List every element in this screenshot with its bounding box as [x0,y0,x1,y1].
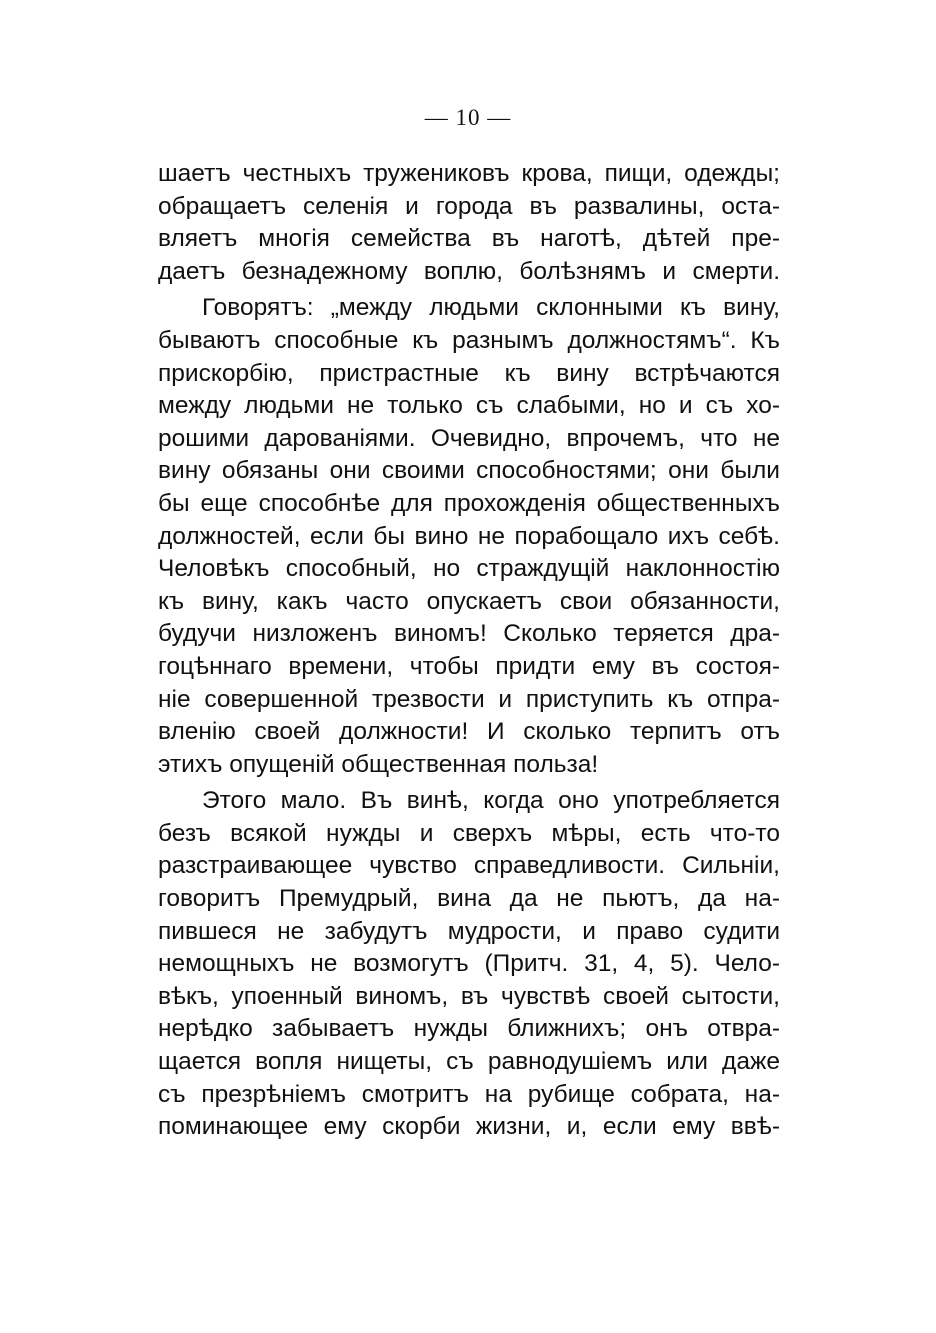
text-line: Этого мало. Въ винѣ, когда оно употребляется [202,787,780,815]
text-line: вляетъ многія семейства въ наготѣ, дѣтей пре- [158,225,780,253]
text-line: даетъ безнадежному воплю, болѣзнямъ и смерти. [158,257,780,285]
text-line: Человѣкъ способный, но страждущій наклонностію [158,555,780,583]
text-line: ніе совершенной трезвости и приступить къ отпра- [158,685,780,713]
paragraph-1 [158,158,780,288]
text-line: гоцѣннаго времени, чтобы придти ему въ состоя- [158,652,780,680]
text-line: Говорятъ: „между людьми склонными къ вину, [202,294,780,322]
text-line: пившеся не забудутъ мудрости, и право судити [158,917,780,945]
text-line: говоритъ Премудрый, вина да не пьютъ, да на- [158,885,780,913]
text-line: вѣкъ, упоенный виномъ, въ чувствѣ своей сытости, [158,982,780,1010]
text-line: обращаетъ селенія и города въ развалины, оста- [158,192,780,220]
text-line: съ презрѣніемъ смотритъ на рубище собрата, на- [158,1080,780,1108]
text-line: щается вопля нищеты, съ равнодушіемъ или даже [158,1048,780,1076]
text-line: бы еще способнѣе для прохожденія общественныхъ [158,489,780,517]
paragraph-3 [158,785,780,1144]
text-line: между людьми не только съ слабыми, но и съ хо- [158,392,780,420]
text-line: къ вину, какъ часто опускаетъ свои обязанности, [158,587,780,615]
text-line: этихъ опущеній общественная польза! [158,750,599,778]
text-line: прискорбію, пристрастные къ вину встрѣчаются [158,359,780,387]
page-number: — 10 — [424,105,512,130]
text-line: вленію своей должности! И сколько терпитъ отъ [158,718,780,746]
text-line: рошими дарованіями. Очевидно, впрочемъ, что не [158,424,780,452]
text-line: должностей, если бы вино не порабощало ихъ себѣ. [158,522,780,550]
text-line: поминающее ему скорби жизни, и, если ему ввѣ- [158,1113,780,1141]
text-line: бываютъ способные къ разнымъ должностямъ“. Къ [158,326,780,354]
body-text [158,158,780,1144]
text-line: немощныхъ не возмогутъ (Притч. 31, 4, 5). Чело- [158,950,780,978]
text-line: шаетъ честныхъ тружениковъ крова, пищи, одежды; [158,160,780,187]
paragraph-2 [158,292,780,781]
text-line: нерѣдко забываетъ нужды ближнихъ; онъ отвра- [158,1015,780,1043]
text-line: разстраивающее чувство справедливости. Сильніи, [158,852,780,880]
text-line: будучи низложенъ виномъ! Сколько теряется дра- [158,620,780,648]
text-line: вину обязаны они своими способностями; они были [158,457,780,485]
text-line: безъ всякой нужды и сверхъ мѣры, есть что-то [158,819,780,847]
